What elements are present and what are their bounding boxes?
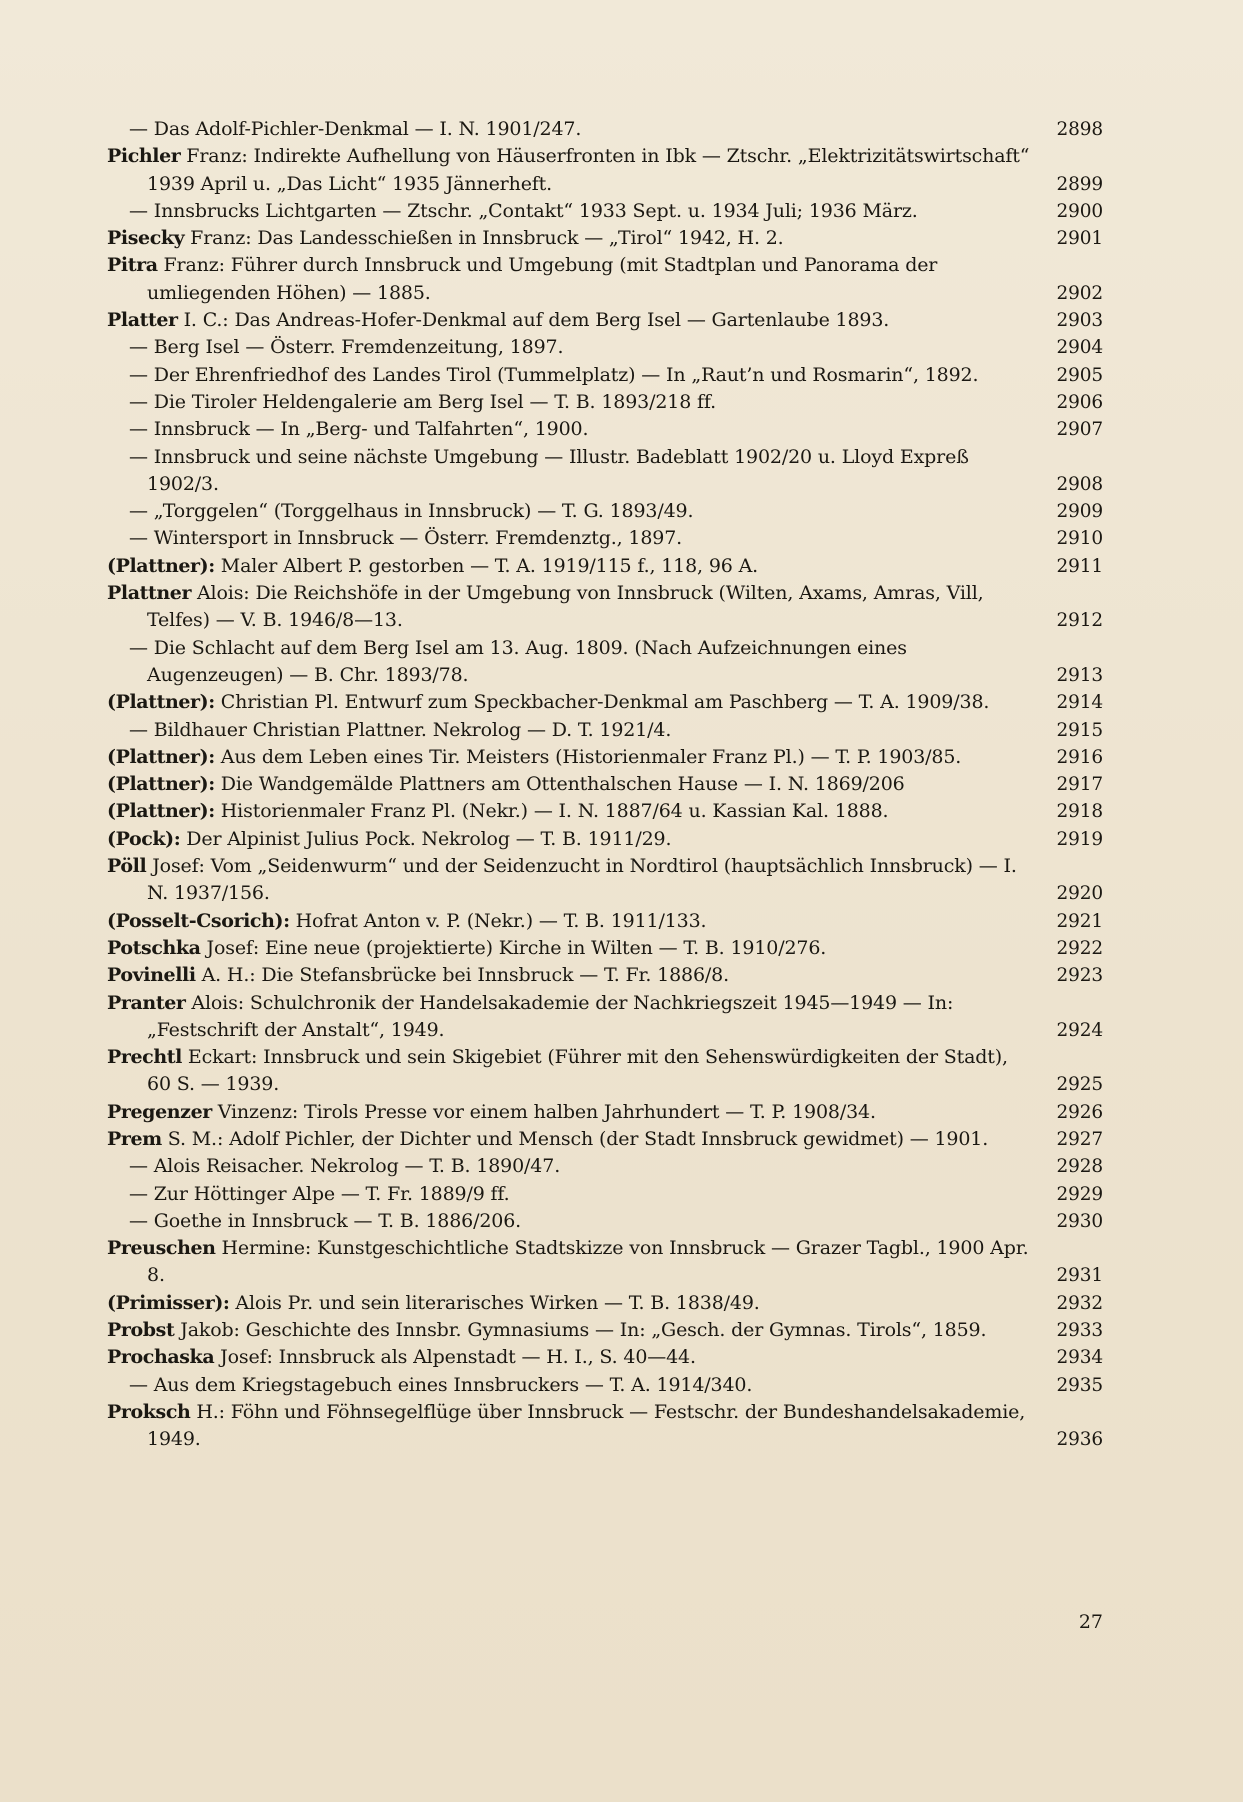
entry-number: 2926 xyxy=(1056,1101,1103,1123)
bibliography-entry xyxy=(107,416,1103,443)
entry-citation: — Innsbruck und seine nächste Umgebung — Illustr. Badeblatt 1902/20 u. Lloyd Expreß 1902/3. xyxy=(129,445,969,495)
bibliography-entry xyxy=(107,225,1103,252)
bibliography-entry xyxy=(107,717,1103,744)
entry-number: 2916 xyxy=(1056,746,1103,768)
entry-text xyxy=(107,389,1049,416)
entry-number: 2901 xyxy=(1056,228,1103,250)
entry-citation: Josef: Eine neue (projektierte) Kirche in Wilten — T. B. 1910/276. xyxy=(206,936,827,959)
entry-author: Proksch xyxy=(107,1400,191,1423)
entry-number: 2919 xyxy=(1056,828,1103,850)
bibliography-entry xyxy=(107,908,1103,935)
entry-text xyxy=(107,826,1049,853)
entry-author: Prem xyxy=(107,1127,162,1150)
entry-citation: — Der Ehrenfriedhof des Landes Tirol (Tummelplatz) — In „Raut’n und Rosmarin“, 1892. xyxy=(129,363,979,386)
entry-number: 2929 xyxy=(1056,1183,1103,1205)
entry-citation: — Alois Reisacher. Nekrolog — T. B. 1890/47. xyxy=(129,1155,561,1178)
entry-author: Pranter xyxy=(107,991,186,1014)
bibliography-entry xyxy=(107,143,1103,198)
entry-citation: Historienmaler Franz Pl. (Nekr.) — I. N. 1887/64 u. Kassian Kal. 1888. xyxy=(220,800,889,823)
entry-number: 2930 xyxy=(1056,1210,1103,1232)
entry-author: Pichler xyxy=(107,145,181,168)
entry-author: Povinelli xyxy=(107,964,196,987)
entry-author: (Plattner): xyxy=(107,554,215,577)
entry-number: 2936 xyxy=(1056,1429,1103,1451)
entry-citation: — Innsbruck — In „Berg- und Talfahrten“, 1900. xyxy=(129,418,589,441)
entry-author: Pregenzer xyxy=(107,1100,212,1123)
bibliography-entry xyxy=(107,1208,1103,1235)
entry-text xyxy=(107,689,1049,716)
entry-text xyxy=(107,1099,1049,1126)
entry-author: Probst xyxy=(107,1319,175,1342)
entry-citation: — „Torggelen“ (Torggelhaus in Innsbruck) — T. G. 1893/49. xyxy=(129,500,694,523)
entry-author: (Posselt-Csorich): xyxy=(107,909,290,932)
entry-number: 2925 xyxy=(1056,1074,1103,1096)
bibliography-entry xyxy=(107,525,1103,552)
entry-text xyxy=(107,252,1049,307)
entry-citation: Josef: Vom „Seidenwurm“ und der Seidenzucht in Nordtirol (hauptsächlich Innsbruck) — I. N. 1937/156. xyxy=(147,855,1017,905)
entry-citation: Christian Pl. Entwurf zum Speckbacher-Denkmal am Paschberg — T. A. 1909/38. xyxy=(220,691,990,714)
entry-text xyxy=(107,116,1049,143)
entry-author: (Plattner): xyxy=(107,773,215,796)
entry-citation: S. M.: Adolf Pichler, der Dichter und Mensch (der Stadt Innsbruck gewidmet) — 1901. xyxy=(167,1127,989,1150)
bibliography-entry xyxy=(107,635,1103,690)
entry-author: (Plattner): xyxy=(107,691,215,714)
bibliography-entry xyxy=(107,962,1103,989)
bibliography-entry xyxy=(107,1153,1103,1180)
entry-citation: Franz: Indirekte Aufhellung von Häuserfronten in Ibk — Ztschr. „Elektrizitätswirtschaft“ 1939 April u. „Das Licht“ 1935 Jännerheft. xyxy=(147,145,1030,195)
entry-citation: Hofrat Anton v. P. (Nekr.) — T. B. 1911/133. xyxy=(295,909,707,932)
entry-number: 2903 xyxy=(1056,310,1103,332)
entry-citation: Die Wandgemälde Plattners am Ottenthalschen Hause — I. N. 1869/206 xyxy=(220,773,905,796)
entry-number: 2921 xyxy=(1056,910,1103,932)
entry-text xyxy=(107,1399,1049,1454)
entry-author: Prochaska xyxy=(107,1346,215,1369)
bibliography-entry xyxy=(107,307,1103,334)
entry-citation: Eckart: Innsbruck und sein Skigebiet (Führer mit den Sehenswürdigkeiten der Stadt), 60 S. — 1939. xyxy=(147,1046,1008,1096)
bibliography-entry xyxy=(107,935,1103,962)
entry-text xyxy=(107,744,1049,771)
entry-author: (Pock): xyxy=(107,827,181,850)
entry-text xyxy=(107,444,1049,499)
entry-text xyxy=(107,362,1049,389)
entry-text xyxy=(107,1235,1049,1290)
entry-text xyxy=(107,225,1049,252)
entry-citation: — Bildhauer Christian Plattner. Nekrolog — D. T. 1921/4. xyxy=(129,718,672,741)
entry-text xyxy=(107,1372,1049,1399)
entry-citation: — Das Adolf-Pichler-Denkmal — I. N. 1901/247. xyxy=(129,118,582,140)
entry-author: Pitra xyxy=(107,254,158,277)
entry-number: 2898 xyxy=(1056,119,1103,140)
bibliography-entry xyxy=(107,1181,1103,1208)
bibliography-entry xyxy=(107,744,1103,771)
entry-number: 2923 xyxy=(1056,965,1103,987)
entry-text xyxy=(107,143,1049,198)
entry-text xyxy=(107,771,1049,798)
entry-citation: Alois Pr. und sein literarisches Wirken — T. B. 1838/49. xyxy=(235,1291,760,1314)
entry-text xyxy=(107,525,1049,552)
entry-number: 2934 xyxy=(1056,1347,1103,1369)
entry-citation: — Zur Höttinger Alpe — T. Fr. 1889/9 ff. xyxy=(129,1182,510,1205)
entry-number: 2933 xyxy=(1056,1320,1103,1342)
entry-citation: — Berg Isel — Österr. Fremdenzeitung, 1897. xyxy=(129,336,564,359)
entry-number: 2905 xyxy=(1056,364,1103,386)
entry-number: 2900 xyxy=(1056,200,1103,222)
bibliography-entry xyxy=(107,252,1103,307)
bibliography-entry xyxy=(107,771,1103,798)
bibliography-entry xyxy=(107,1399,1103,1454)
entry-citation: Alois: Schulchronik der Handelsakademie der Nachkriegszeit 1945—1949 — In: „Festschrift der Anstalt“, 1949. xyxy=(147,991,954,1041)
bibliography-entry xyxy=(107,498,1103,525)
entry-author: Potschka xyxy=(107,936,201,959)
entry-number: 2912 xyxy=(1056,610,1103,632)
entry-number: 2904 xyxy=(1056,337,1103,359)
entry-text xyxy=(107,334,1049,361)
entry-number: 2908 xyxy=(1056,473,1103,495)
entry-text xyxy=(107,1126,1049,1153)
bibliography-entry xyxy=(107,444,1103,499)
page-number: 27 xyxy=(1078,1611,1103,1633)
bibliography-entries xyxy=(107,116,1103,1454)
entry-text xyxy=(107,1044,1049,1099)
entry-author: (Primisser): xyxy=(107,1291,230,1314)
entry-text xyxy=(107,853,1049,908)
entry-author: Plattner xyxy=(107,582,192,605)
bibliography-entry xyxy=(107,362,1103,389)
entry-author: Pisecky xyxy=(107,227,185,250)
entry-number: 2918 xyxy=(1056,801,1103,823)
entry-citation: — Wintersport in Innsbruck — Österr. Fremdenztg., 1897. xyxy=(129,527,683,550)
bibliography-entry xyxy=(107,1372,1103,1399)
entry-number: 2910 xyxy=(1056,528,1103,550)
bibliography-entry xyxy=(107,580,1103,635)
entry-citation: Jakob: Geschichte des Innsbr. Gymnasiums — In: „Gesch. der Gymnas. Tirols“, 1859. xyxy=(180,1319,987,1342)
bibliography-entry xyxy=(107,853,1103,908)
entry-author: (Plattner): xyxy=(107,800,215,823)
entry-text xyxy=(107,717,1049,744)
entry-author: (Plattner): xyxy=(107,745,215,768)
entry-number: 2902 xyxy=(1056,282,1103,304)
entry-citation: — Die Tiroler Heldengalerie am Berg Isel — T. B. 1893/218 ff. xyxy=(129,390,717,413)
entry-number: 2935 xyxy=(1056,1374,1103,1396)
bibliography-entry xyxy=(107,1344,1103,1371)
entry-number: 2928 xyxy=(1056,1156,1103,1178)
entry-number: 2914 xyxy=(1056,692,1103,714)
entry-citation: Alois: Die Reichshöfe in der Umgebung von Innsbruck (Wilten, Axams, Amras, Vill, Telfes) — V. B. 1946/8—13. xyxy=(147,582,984,632)
entry-number: 2922 xyxy=(1056,937,1103,959)
entry-citation: Der Alpinist Julius Pock. Nekrolog — T. B. 1911/29. xyxy=(186,827,672,850)
entry-citation: I. C.: Das Andreas-Hofer-Denkmal auf dem Berg Isel — Gartenlaube 1893. xyxy=(183,309,890,332)
entry-author: Platter xyxy=(107,309,178,332)
entry-text xyxy=(107,1290,1049,1317)
entry-text xyxy=(107,198,1049,225)
bibliography-entry xyxy=(107,689,1103,716)
bibliography-entry xyxy=(107,553,1103,580)
bibliography-entry xyxy=(107,116,1103,143)
bibliography-entry xyxy=(107,1099,1103,1126)
entry-citation: — Die Schlacht auf dem Berg Isel am 13. Aug. 1809. (Nach Aufzeichnungen eines Augenzeugen) — B. Chr. 1893/78. xyxy=(129,636,907,686)
entry-number: 2911 xyxy=(1056,555,1103,577)
entry-author: Preuschen xyxy=(107,1237,216,1260)
entry-text xyxy=(107,498,1049,525)
bibliography-entry xyxy=(107,798,1103,825)
entry-text xyxy=(107,908,1049,935)
entry-number: 2915 xyxy=(1056,719,1103,741)
entry-text xyxy=(107,635,1049,690)
entry-number: 2931 xyxy=(1056,1265,1103,1287)
entry-text xyxy=(107,307,1049,334)
entry-citation: Josef: Innsbruck als Alpenstadt — H. I., S. 40—44. xyxy=(220,1346,696,1369)
bibliography-entry xyxy=(107,1317,1103,1344)
entry-text xyxy=(107,553,1049,580)
bibliography-entry xyxy=(107,389,1103,416)
bibliography-entry xyxy=(107,198,1103,225)
entry-number: 2907 xyxy=(1056,419,1103,441)
entry-number: 2917 xyxy=(1056,774,1103,796)
bibliography-entry xyxy=(107,990,1103,1045)
entry-text xyxy=(107,990,1049,1045)
entry-text xyxy=(107,416,1049,443)
entry-number: 2899 xyxy=(1056,173,1103,195)
entry-text xyxy=(107,1317,1049,1344)
entry-text xyxy=(107,798,1049,825)
entry-citation: Hermine: Kunstgeschichtliche Stadtskizze von Innsbruck — Grazer Tagbl., 1900 Apr. 8. xyxy=(147,1237,1029,1287)
bibliography-entry xyxy=(107,826,1103,853)
entry-text xyxy=(107,962,1049,989)
bibliography-entry xyxy=(107,1290,1103,1317)
entry-author: Pöll xyxy=(107,855,147,878)
entry-text xyxy=(107,580,1049,635)
entry-text xyxy=(107,1181,1049,1208)
bibliography-entry xyxy=(107,334,1103,361)
entry-text xyxy=(107,1344,1049,1371)
entry-citation: Aus dem Leben eines Tir. Meisters (Historienmaler Franz Pl.) — T. P. 1903/85. xyxy=(220,745,962,768)
entry-citation: Franz: Führer durch Innsbruck und Umgebung (mit Stadtplan und Panorama der umliegenden Höhen) — 1885. xyxy=(147,254,938,304)
entry-citation: — Innsbrucks Lichtgarten — Ztschr. „Contakt“ 1933 Sept. u. 1934 Juli; 1936 März. xyxy=(129,199,918,222)
entry-citation: Vinzenz: Tirols Presse vor einem halben Jahrhundert — T. P. 1908/34. xyxy=(217,1100,876,1123)
entry-number: 2909 xyxy=(1056,501,1103,523)
entry-number: 2913 xyxy=(1056,664,1103,686)
entry-citation: — Aus dem Kriegstagebuch eines Innsbruckers — T. A. 1914/340. xyxy=(129,1373,753,1396)
entry-citation: A. H.: Die Stefansbrücke bei Innsbruck — T. Fr. 1886/8. xyxy=(201,964,729,987)
entry-text xyxy=(107,935,1049,962)
entry-number: 2924 xyxy=(1056,1019,1103,1041)
entry-citation: — Goethe in Innsbruck — T. B. 1886/206. xyxy=(129,1209,522,1232)
entry-number: 2920 xyxy=(1056,883,1103,905)
entry-author: Prechtl xyxy=(107,1046,182,1069)
entry-citation: H.: Föhn und Föhnsegelflüge über Innsbruck — Festschr. der Bundeshandelsakademie, 1949. xyxy=(147,1400,1026,1451)
entry-text xyxy=(107,1153,1049,1180)
bibliography-entry xyxy=(107,1235,1103,1290)
bibliography-entry xyxy=(107,1126,1103,1153)
entry-number: 2932 xyxy=(1056,1292,1103,1314)
entry-number: 2927 xyxy=(1056,1128,1103,1150)
bibliography-entry xyxy=(107,1044,1103,1099)
entry-number: 2906 xyxy=(1056,391,1103,413)
entry-citation: Maler Albert P. gestorben — T. A. 1919/115 f., 118, 96 A. xyxy=(220,554,759,577)
entry-text xyxy=(107,1208,1049,1235)
entry-citation: Franz: Das Landesschießen in Innsbruck — „Tirol“ 1942, H. 2. xyxy=(190,227,784,250)
